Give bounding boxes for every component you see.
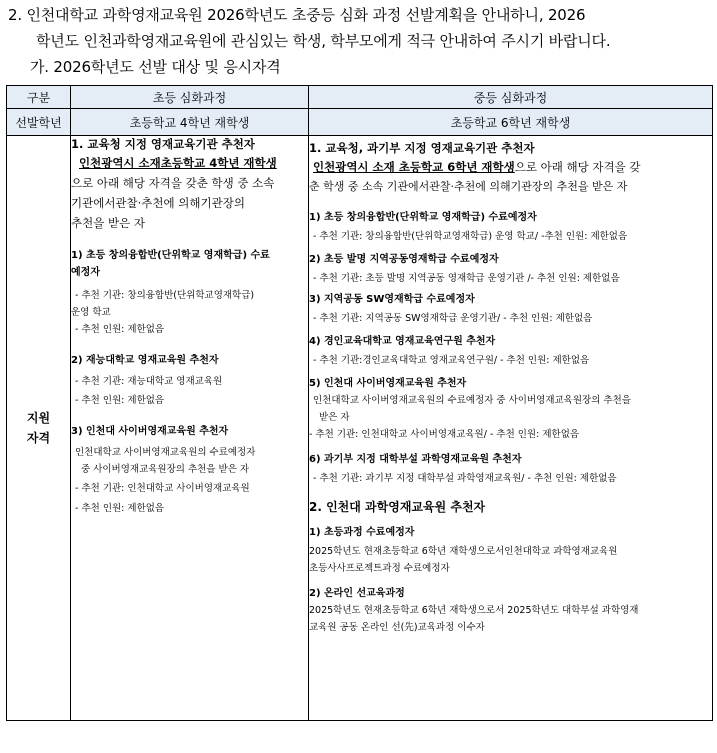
elem-item-1-line-2: 운영 학교 — [71, 307, 111, 318]
elem-item-2-title: 2) 재능대학교 영재교육원 추천자 — [71, 355, 219, 366]
mid-item-4-line: - 추천 기관:경인교육대학교 영재교육연구원/ - 추천 인원: 제한없음 — [313, 355, 590, 366]
mid-item-3-line: - 추천 기관: 지역공동 SW영재학급 운영기관/ - 추천 인원: 제한없음 — [313, 313, 593, 324]
grade-row-label: 선발학년 — [7, 109, 71, 136]
mid-sub-2-line-2: 교육원 공동 온라인 선(先)교육과정 이수자 — [309, 622, 485, 633]
table-header-row — [7, 86, 713, 109]
mid-item-5-line-3: - 추천 기관: 인천대학교 사이버영재교육원/ - 추천 인원: 제한없음 — [309, 429, 580, 440]
mid-item-3-title: 3) 지역공동 SW영재학급 수료예정자 — [309, 294, 475, 305]
mid-section-2-title: 2. 인천대 과학영재교육원 추천자 — [309, 500, 486, 514]
elem-section-1-target: 인천광역시 소재초등학교 4학년 재학생 — [79, 156, 277, 170]
header-middle: 중등 심화과정 — [309, 86, 713, 109]
mid-item-5-line-2: 받은 자 — [319, 412, 350, 423]
elem-item-1-title: 1) 초등 창의융합반(단위학교 영재학급) 수료 예정자 — [71, 250, 270, 278]
selection-table — [6, 85, 713, 721]
grade-row — [7, 109, 713, 136]
mid-item-6-line: - 추천 기관: 과기부 지정 대학부설 과학영재교육원/ - 추천 인원: 제한없음 — [313, 473, 617, 484]
mid-item-1-title: 1) 초등 창의융합반(단위학교 영재학급) 수료예정자 — [309, 212, 537, 223]
elem-section-1-text-3: 추천을 받은 자 — [71, 216, 145, 230]
mid-item-6-title: 6) 과기부 지정 대학부설 과학영재교육원 추천자 — [309, 454, 522, 465]
elem-item-3-line-4: - 추천 인원: 제한없음 — [75, 503, 165, 514]
mid-section-1-target: 인천광역시 소재 초등학교 6학년 재학생 — [313, 160, 515, 174]
qualification-row-label — [7, 136, 71, 721]
elem-section-1-text-1: 으로 아래 해당 자격을 갖춘 학생 중 소속 — [71, 176, 275, 190]
elem-section-1-text-2: 기관에서관찰·추천에 의해기관장의 — [71, 196, 245, 210]
mid-section-1-text-1: 으로 아래 해당 자격을 갖 — [514, 160, 641, 174]
qualification-label-a: 지원 — [26, 411, 51, 425]
mid-section-1-text-2: 춘 학생 중 소속 기관에서관찰·추천에 의해기관장의 추천을 받은 자 — [309, 180, 628, 193]
elem-item-2-line-1: - 추천 기관: 재능대학교 영재교육원 — [75, 376, 223, 387]
elem-item-1-line-1: - 추천 기관: 창의융합반(단위학교영재학급) — [75, 290, 255, 301]
elem-item-3-line-3: - 추천 기관: 인천대학교 사이버영재교육원 — [75, 483, 250, 494]
elem-item-2-line-2: - 추천 인원: 제한없음 — [75, 395, 165, 406]
elem-section-1-title: 1. 교육청 지정 영재교육기관 추천자 — [71, 137, 255, 151]
elem-item-3-title: 3) 인천대 사이버영재교육원 추천자 — [71, 426, 229, 437]
intro-line-2: 학년도 인천과학영재교육원에 관심있는 학생, 학부모에게 적극 안내하여 주시기 바랍니다. — [36, 32, 611, 50]
section-heading: 가. 2026학년도 선발 대상 및 응시자격 — [30, 58, 281, 76]
elem-item-3-line-2: 중 사이버영재교육원장의 추천을 받은 자 — [81, 464, 250, 475]
mid-sub-2-title: 2) 온라인 선교육과정 — [309, 588, 405, 599]
qualification-row — [7, 136, 713, 721]
mid-item-5-title: 5) 인천대 사이버영재교육원 추천자 — [309, 378, 467, 389]
elem-item-1-line-3: - 추천 인원: 제한없음 — [75, 324, 165, 335]
intro-line-1: 2. 인천대학교 과학영재교육원 2026학년도 초중등 심화 과정 선발계획을 안내하니, 2026 — [8, 6, 586, 24]
mid-sub-1-line-2: 초등사사프로젝트과정 수료예정자 — [309, 563, 450, 574]
middle-qualifications — [309, 136, 713, 721]
mid-sub-1-title: 1) 초등과정 수료예정자 — [309, 527, 415, 538]
middle-grade: 초등학교 6학년 재학생 — [309, 109, 713, 136]
elementary-qualifications — [71, 136, 309, 721]
header-category: 구분 — [7, 86, 71, 109]
mid-item-2-line: - 추천 기관: 초등 발명 지역공동 영재학급 운영기관 /- 추천 인원: 제한없음 — [313, 273, 620, 284]
mid-sub-1-line-1: 2025학년도 현재초등학교 6학년 재학생으로서인천대학교 과학영재교육원 — [309, 546, 618, 557]
mid-item-4-title: 4) 경인교육대학교 영재교육연구원 추천자 — [309, 336, 496, 347]
qualification-label-b: 자격 — [26, 431, 51, 445]
mid-item-2-title: 2) 초등 발명 지역공동영재학급 수료예정자 — [309, 254, 499, 265]
mid-sub-2-line-1: 2025학년도 현재초등학교 6학년 재학생으로서 2025학년도 대학부설 과학영재 — [309, 605, 639, 616]
header-elementary: 초등 심화과정 — [71, 86, 309, 109]
elem-item-3-line-1: 인천대학교 사이버영재교육원의 수료예정자 — [75, 447, 256, 458]
intro-text — [8, 2, 713, 80]
mid-item-5-line-1: 인천대학교 사이버영재교육원의 수료예정자 중 사이버영재교육원장의 추천을 — [313, 395, 631, 406]
mid-section-1-title: 1. 교육청, 과기부 지정 영재교육기관 추천자 — [309, 141, 535, 155]
mid-item-1-line: - 추천 기관: 창의융합반(단위학교영재학급) 운영 학교/ -추천 인원: 제한없음 — [313, 231, 628, 242]
elementary-grade: 초등학교 4학년 재학생 — [71, 109, 309, 136]
